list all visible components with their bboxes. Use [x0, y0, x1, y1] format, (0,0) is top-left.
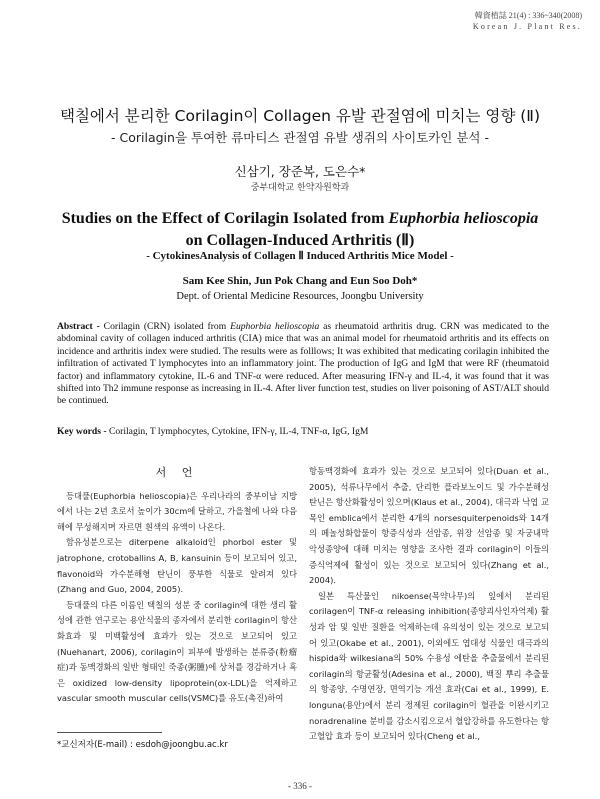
body-paragraph: 항동맥경화에 효과가 있는 것으로 보고되어 있다(Duan et al., 2005), 석류나무에서 추출, 단리한 플라보노이드 및 가수분해성 탄닌은 항산화활성이 있으며(Klaus et al., 2004), 대극과 낙엽 교목인 emblica에서 분리한 4개의 norsesquiterpenoids와 14개의 페놀성화합물이 항증식성과 선암종, 위장 선암종 및 자궁내막 악성종양에 대해 미치는 영향을 조사한 결과 corilagin이 이들의 증식억제에 활성이 있는 것으로 보고되어 있다(Zhang et al., 2004). [309, 466, 549, 586]
journal-citation: 韓資植誌 21(4) : 336~340(2008) [474, 11, 582, 20]
section-heading: 서 언 [155, 466, 199, 479]
keywords [57, 426, 549, 437]
left-column [57, 465, 297, 707]
korean-subtitle: - Corilagin을 투여한 류마티스 관절염 유발 생쥐의 사이토카인 분석 - [111, 130, 489, 145]
abstract-text-part2: as rheumatoid arthritis drug. CRN was medicated to the abdominal cavity of collagen induced arthritis (CIA) mice that was an animal model for rheumatoid arthritis and its effects on incidence and arthritis index were studied. The results were as folllows; It was exhibited that medicating corilagin inhibited the infiltration of activated T lymphocytes into an inflammatory joint. The production of IgG and IgM that were RF (rheumatoid factor) and inflammatory cytokine, IL-6 and TNF-α were reduced. After measuring IFN-γ and IL-4, it was found that it was shifted into Th2 immune response as increasing in IL-4. After liver function test, studies on liver poisoning of AST/ALT should be continued. [57, 321, 550, 407]
english-title [0, 208, 600, 252]
korean-affiliation: 중부대학교 한약자원학과 [250, 183, 350, 193]
english-authors: Sam Kee Shin, Jun Pok Chang and Eun Soo Doh* [182, 275, 418, 287]
keywords-text: Corilagin, T lymphocytes, Cytokine, IFN-γ, IL-4, TNF-α, IgG, IgM [106, 426, 369, 437]
body-paragraph: 등대풀(Euphorbia helioscopia)은 우리나라의 중부이남 지방에서 나는 2년 초로서 높이가 30cm에 달하고, 가을철에 나와 다음해에 무성해지며 자르면 흰색의 유액이 나온다. [57, 490, 297, 532]
right-column [309, 464, 549, 745]
korean-title: 택칠에서 분리한 Corilagin이 Collagen 유발 관절염에 미치는 영향 (Ⅱ) [59, 107, 540, 125]
journal-name: Korean J. Plant Res. [472, 22, 582, 31]
body-paragraph: 일본 특산물인 nikoense(목약나무)의 잎에서 분리된 corilagen이 TNF-α releasing inhibition(종양괴사인자억제) 활성과 암 및 일반 질환을 억제하는데 유의성이 있는 것으로 보고되어 있고(Okabe et al., 2001), 이외에도 엽대성 식물인 대극과의 hispida와 wilkesiana의 50% 수용성 에탄올 추출물에서 분리된 corilagin의 항균활성(Adesina et al., 2000), 백질 뿌리 추출물의 항종양, 수명연장, 면역기능 개선 효과(Cai et al., 1999), E. longuna(용안)에서 분리 정제된 corilagin이 혈관을 이완시키고 noradrenaline 분비를 감소시킴으로서 혈압강하를 유도한다는 항고혈압 효과 등이 보고되어 있다(Cheng et al., [309, 590, 549, 742]
korean-authors: 신삼기, 장준복, 도은수* [234, 164, 366, 179]
abstract [57, 321, 549, 408]
english-title-text: Studies on the Effect of Corilagin Isolated from [61, 210, 389, 227]
keywords-label: Key words - [57, 426, 107, 437]
english-affiliation: Dept. of Oriental Medicine Resources, Joongbu University [176, 291, 424, 302]
body-paragraph: 등대풀의 다른 이름인 택칠의 성분 중 corilagin에 대한 생리 활성에 관한 연구로는 용안식물의 종자에서 분리한 corilagin이 항산화효과 및 미백활성에 효과가 있는 것으로 보고되어 있고 (Nuehanart, 2006), corilagin이 피부에 발생하는 분류증(粉瘤症)과 동맥경화의 일반 형태인 죽종(粥腫)에 상처를 경감하거나 혹은 oxidized low-density lipoprotein(ox-LDL)을 억제하고 vascular smooth muscular cells(VSMC)를 유도(촉진)하여 [57, 599, 297, 704]
body-paragraph: 함유성분으로는 diterpene alkaloid인 phorbol ester 및 jatrophone, crotoballins A, B, kansuinin 등이 보고되어 있고, flavonoid와 가수분해형 탄닌이 풍부한 식물로 알려져 있다 (Zhang and Guo, 2004, 2005). [57, 537, 297, 595]
footnote-divider [57, 732, 162, 733]
abstract-text-part1: Corilagin (CRN) isolated from [99, 321, 231, 332]
journal-header [473, 10, 582, 32]
corresponding-author-footnote: *교신저자(E-mail) : esdoh@joongbu.ac.kr [57, 740, 228, 750]
english-title-line2: on Collagen-Induced Arthritis (Ⅱ) [185, 232, 415, 249]
english-subtitle: - CytokinesAnalysis of Collagen Ⅱ Induced Arthritis Mice Model - [146, 250, 454, 262]
abstract-species: Euphorbia helioscopia [230, 321, 320, 332]
english-title-species: Euphorbia helioscopia [388, 210, 539, 227]
page-number: - 336 - [288, 781, 312, 791]
abstract-label: Abstract - [57, 321, 100, 332]
